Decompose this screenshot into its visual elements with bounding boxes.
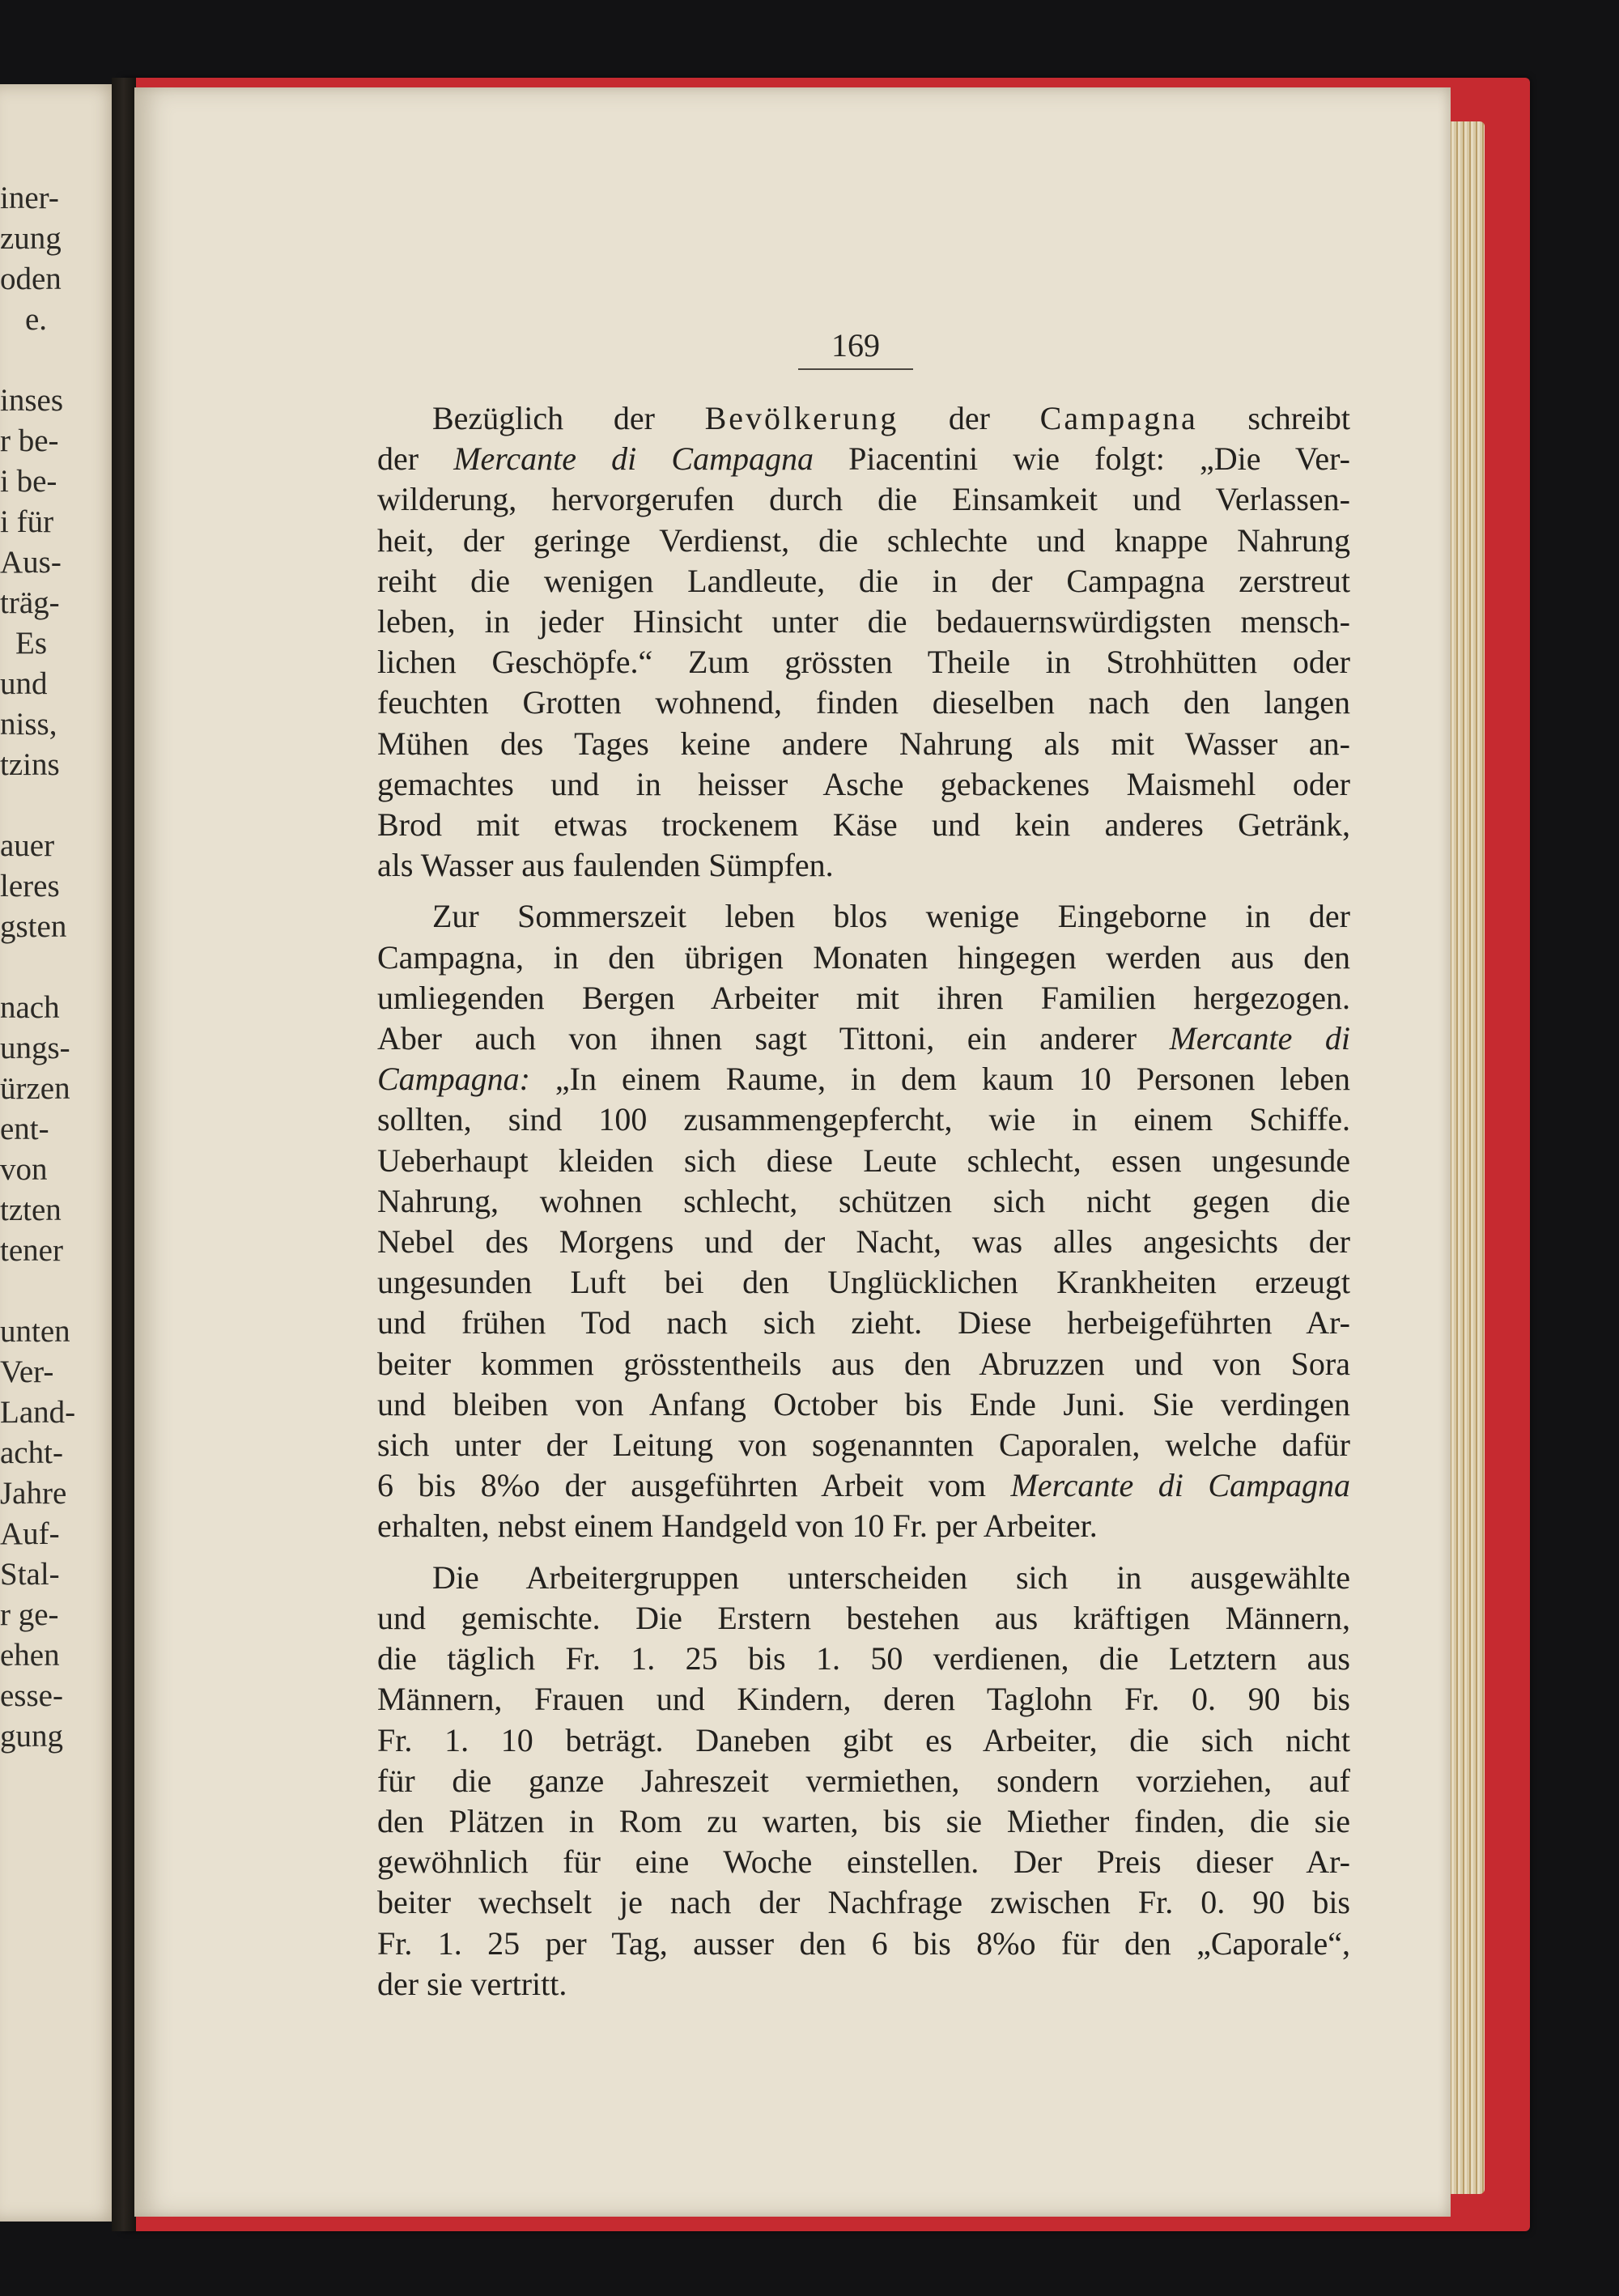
text-segment: Brod mit etwas trockenem Käse und kein anderes Getränk, bbox=[377, 806, 1350, 844]
text-line bbox=[377, 1222, 1350, 1262]
paragraph bbox=[377, 1558, 1350, 2005]
left-page-fragment: ent- bbox=[0, 1112, 49, 1146]
text-segment: 6 bis 8%o der ausgeführten Arbeit vom bbox=[377, 1467, 1011, 1504]
text-segment: feuchten Grotten wohnend, finden dieselben nach den langen bbox=[377, 684, 1350, 721]
text-line bbox=[377, 1720, 1350, 1761]
left-page-fragment: nach bbox=[0, 990, 60, 1025]
text-line bbox=[377, 439, 1350, 479]
italic-text: Mercante di Campagna bbox=[453, 440, 814, 478]
text-segment: Campagna bbox=[1039, 400, 1198, 436]
text-line bbox=[377, 978, 1350, 1018]
text-line bbox=[377, 479, 1350, 520]
left-page-fragment: r ge- bbox=[0, 1597, 59, 1632]
text-line bbox=[377, 1801, 1350, 1842]
text-segment: gewöhnlich für eine Woche einstellen. Der Preis dieser Ar- bbox=[377, 1843, 1350, 1881]
text-line bbox=[377, 1059, 1350, 1099]
text-line bbox=[377, 642, 1350, 682]
text-segment: Fr. 1. 25 per Tag, ausser den 6 bis 8%o für den „Caporale“, bbox=[377, 1924, 1350, 1962]
left-page-fragment: e. bbox=[24, 302, 47, 337]
text-line bbox=[377, 1598, 1350, 1639]
text-segment: umliegenden Bergen Arbeiter mit ihren Familien hergezogen. bbox=[377, 979, 1350, 1016]
text-segment: „In einem Raume, in dem kaum 10 Personen leben bbox=[529, 1061, 1350, 1098]
text-segment: Zur Sommerszeit leben blos wenige Eingeborne in der bbox=[432, 898, 1350, 935]
left-page-fragment: tener bbox=[0, 1233, 63, 1268]
text-line bbox=[377, 1924, 1350, 1964]
left-page-fragment: gsten bbox=[0, 909, 67, 944]
text-line bbox=[377, 764, 1350, 805]
left-page-fragment: leres bbox=[0, 869, 60, 904]
text-line bbox=[377, 398, 1350, 439]
text-line bbox=[377, 1303, 1350, 1343]
text-line bbox=[377, 1344, 1350, 1384]
text-line bbox=[377, 1465, 1350, 1506]
text-line bbox=[377, 521, 1350, 561]
paragraph bbox=[377, 398, 1350, 886]
left-page-fragment bbox=[0, 947, 47, 988]
text-line bbox=[377, 1639, 1350, 1679]
text-segment: den Plätzen in Rom zu warten, bis sie Miether finden, die sie bbox=[377, 1802, 1350, 1839]
left-page-fragment: Auf- bbox=[0, 1516, 60, 1551]
left-page-fragment: esse- bbox=[0, 1678, 63, 1713]
text-line bbox=[377, 1384, 1350, 1425]
text-segment: Ueberhaupt kleiden sich diese Leute schlecht, essen ungesunde bbox=[377, 1142, 1350, 1179]
left-page-fragment: niss, bbox=[0, 707, 57, 742]
text-segment: Aber auch von ihnen sagt Tittoni, ein anderer bbox=[377, 1020, 1170, 1057]
text-line bbox=[377, 1018, 1350, 1059]
left-page-fragment: gung bbox=[0, 1719, 63, 1754]
text-segment: Campagna, in den übrigen Monaten hingegen werden aus den bbox=[377, 938, 1350, 976]
text-segment: schreibt bbox=[1197, 400, 1350, 436]
text-segment: die täglich Fr. 1. 25 bis 1. 50 verdienen, die Letztern aus bbox=[377, 1640, 1350, 1677]
left-page-fragment: Stal- bbox=[0, 1557, 60, 1592]
left-page bbox=[0, 84, 121, 2222]
page-number-rule bbox=[798, 368, 913, 370]
text-segment: Nebel des Morgens und der Nacht, was alles angesichts der bbox=[377, 1223, 1350, 1261]
text-segment: der bbox=[899, 400, 1040, 436]
text-line bbox=[377, 1425, 1350, 1465]
left-page-fragment: i für bbox=[0, 504, 54, 539]
text-segment: und gemischte. Die Erstern bestehen aus kräftigen Männern, bbox=[377, 1599, 1350, 1636]
text-line bbox=[377, 1099, 1350, 1140]
text-line bbox=[377, 1141, 1350, 1181]
left-page-fragment bbox=[0, 1271, 47, 1312]
text-segment: sollten, sind 100 zusammengepfercht, wie in einem Schiffe. bbox=[377, 1101, 1350, 1138]
left-page-fragment: tzins bbox=[0, 747, 60, 782]
text-segment: Mühen des Tages keine andere Nahrung als mit Wasser an- bbox=[377, 725, 1350, 762]
text-segment: Bevölkerung bbox=[704, 400, 899, 436]
italic-text: Mercante di bbox=[1169, 1020, 1351, 1057]
text-line bbox=[377, 682, 1350, 723]
text-segment: ungesunden Luft bei den Unglücklichen Krankheiten erzeugt bbox=[377, 1264, 1350, 1301]
page-number: 169 bbox=[831, 327, 880, 364]
text-line bbox=[377, 1558, 1350, 1598]
text-segment: Piacentini wie folgt: „Die Ver- bbox=[814, 440, 1350, 478]
left-page-fragment: ehen bbox=[0, 1638, 60, 1673]
left-page-text-edge bbox=[0, 178, 76, 1757]
text-line bbox=[377, 896, 1350, 937]
text-segment: und bleiben von Anfang October bis Ende Juni. Sie verdingen bbox=[377, 1385, 1350, 1422]
text-segment: Fr. 1. 10 beträgt. Daneben gibt es Arbeiter, die sich nicht bbox=[377, 1721, 1350, 1758]
text-line bbox=[377, 1882, 1350, 1923]
text-segment: gemachtes und in heisser Asche gebackenes Maismehl oder bbox=[377, 765, 1350, 802]
left-page-fragment: träg- bbox=[0, 585, 60, 620]
left-page-fragment: Aus- bbox=[0, 545, 62, 580]
book-gutter bbox=[112, 78, 136, 2231]
text-segment: lichen Geschöpfe.“ Zum grössten Theile in Strohhütten oder bbox=[377, 644, 1350, 681]
text-line bbox=[377, 805, 1350, 845]
left-page-fragment: i be- bbox=[0, 464, 57, 499]
italic-text: Campagna: bbox=[377, 1061, 530, 1098]
left-page-fragment: r be- bbox=[0, 423, 59, 458]
left-page-fragment: Es bbox=[15, 626, 47, 661]
left-page-fragment: und bbox=[0, 666, 48, 701]
text-line bbox=[377, 561, 1350, 602]
text-segment: für die ganze Jahreszeit vermiethen, sondern vorziehen, auf bbox=[377, 1762, 1350, 1799]
italic-text: Mercante di Campagna bbox=[1010, 1467, 1350, 1504]
left-page-fragment: ungs- bbox=[0, 1031, 70, 1065]
left-page-fragment: acht- bbox=[0, 1435, 63, 1470]
left-page-fragment: Land- bbox=[0, 1395, 76, 1430]
left-page-fragment: unten bbox=[0, 1314, 70, 1349]
text-line bbox=[377, 1761, 1350, 1801]
text-line bbox=[377, 1964, 1350, 2005]
left-page-fragment: tzten bbox=[0, 1193, 62, 1227]
text-segment: als Wasser aus faulenden Sümpfen. bbox=[377, 847, 834, 884]
text-line bbox=[377, 1506, 1350, 1546]
left-page-fragment: zung bbox=[0, 221, 62, 256]
text-segment: reiht die wenigen Landleute, die in der Campagna zerstreut bbox=[377, 562, 1350, 599]
text-segment: Nahrung, wohnen schlecht, schützen sich nicht gegen die bbox=[377, 1182, 1350, 1219]
text-line bbox=[377, 724, 1350, 764]
text-line bbox=[377, 1679, 1350, 1720]
paragraph bbox=[377, 896, 1350, 1546]
body-text bbox=[377, 398, 1350, 2005]
text-segment: Bezüglich der bbox=[432, 400, 705, 436]
text-segment: heit, der geringe Verdienst, die schlechte und knappe Nahrung bbox=[377, 521, 1350, 559]
left-page-fragment: oden bbox=[0, 261, 62, 296]
left-page-fragment: auer bbox=[0, 828, 55, 863]
left-page-fragment: ürzen bbox=[0, 1071, 70, 1106]
text-segment: Die Arbeitergruppen unterscheiden sich in ausgewählte bbox=[432, 1558, 1350, 1596]
left-page-fragment: Jahre bbox=[0, 1476, 67, 1511]
text-segment: wilderung, hervorgerufen durch die Einsamkeit und Verlassen- bbox=[377, 481, 1350, 518]
text-segment: erhalten, nebst einem Handgeld von 10 Fr. per Arbeiter. bbox=[377, 1507, 1098, 1545]
text-line bbox=[377, 938, 1350, 978]
text-segment: Männern, Frauen und Kindern, deren Taglohn Fr. 0. 90 bis bbox=[377, 1681, 1350, 1718]
left-page-fragment bbox=[0, 785, 47, 826]
text-segment: sich unter der Leitung von sogenannten Caporalen, welche dafür bbox=[377, 1426, 1350, 1464]
text-segment: der sie vertritt. bbox=[377, 1965, 567, 2002]
left-page-fragment: inses bbox=[0, 383, 63, 418]
text-line bbox=[377, 1262, 1350, 1303]
text-line bbox=[377, 1181, 1350, 1222]
left-page-fragment: von bbox=[0, 1152, 48, 1187]
right-page bbox=[134, 87, 1451, 2217]
text-line bbox=[377, 845, 1350, 886]
text-line bbox=[377, 1842, 1350, 1882]
text-line bbox=[377, 602, 1350, 642]
text-segment: beiter wechselt je nach der Nachfrage zwischen Fr. 0. 90 bis bbox=[377, 1884, 1350, 1921]
left-page-fragment bbox=[0, 340, 47, 381]
left-page-fragment: iner- bbox=[0, 181, 59, 215]
text-segment: und frühen Tod nach sich zieht. Diese herbeigeführten Ar- bbox=[377, 1304, 1350, 1341]
left-page-fragment: Ver- bbox=[0, 1354, 54, 1389]
text-segment: leben, in jeder Hinsicht unter die bedauernswürdigsten mensch- bbox=[377, 603, 1350, 640]
text-segment: der bbox=[377, 440, 454, 478]
text-segment: beiter kommen grösstentheils aus den Abruzzen und von Sora bbox=[377, 1345, 1350, 1382]
